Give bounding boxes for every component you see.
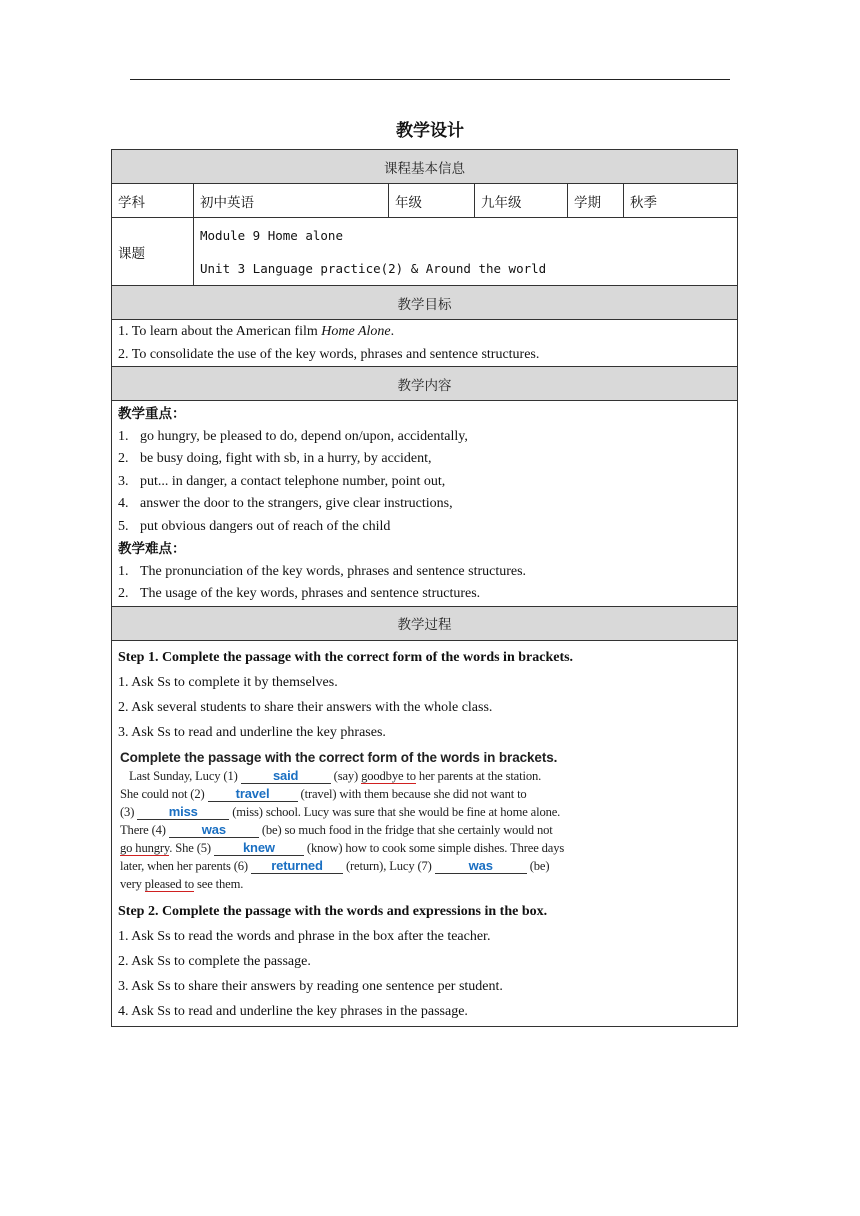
process-header: 教学过程 bbox=[112, 606, 738, 640]
step2-item: 4. Ask Ss to read and underline the key phrases in the passage. bbox=[118, 1003, 468, 1019]
answer-blank: returned bbox=[251, 859, 343, 874]
exercise-line: She could not (2) travel (travel) with them because she did not want to bbox=[120, 785, 527, 801]
basic-info-header: 课程基本信息 bbox=[112, 150, 738, 184]
content-cell bbox=[112, 401, 738, 607]
answer-blank: miss bbox=[137, 805, 229, 820]
topic-value bbox=[194, 218, 738, 286]
term-label: 学期 bbox=[568, 184, 624, 218]
exercise-line: very pleased to see them. bbox=[120, 876, 244, 891]
step2-item: 3. Ask Ss to share their answers by reading one sentence per student. bbox=[118, 978, 503, 994]
term-value: 秋季 bbox=[624, 184, 738, 218]
goal-2: 2. To consolidate the use of the key words, phrases and sentence structures. bbox=[118, 346, 540, 362]
exercise-image bbox=[120, 749, 594, 895]
difficulty-item: 2. The usage of the key words, phrases and sentence structures. bbox=[118, 586, 481, 601]
goals-header: 教学目标 bbox=[112, 286, 738, 320]
answer-blank: was bbox=[435, 859, 527, 874]
film-title: Home Alone bbox=[321, 324, 391, 339]
step2-item: 2. Ask Ss to complete the passage. bbox=[118, 953, 311, 969]
step1-item: 1. Ask Ss to complete it by themselves. bbox=[118, 674, 338, 690]
header-rule bbox=[130, 79, 730, 80]
answer-blank: knew bbox=[214, 841, 304, 856]
goals-cell bbox=[112, 320, 738, 367]
step1-title: Step 1. Complete the passage with the correct form of the words in brackets. bbox=[118, 649, 574, 665]
difficulties-label: 教学难点： bbox=[118, 541, 186, 557]
topic-line-1: Module 9 Home alone bbox=[200, 227, 343, 243]
difficulty-item: 1. The pronunciation of the key words, phrases and sentence structures. bbox=[118, 563, 527, 579]
step2-item: 1. Ask Ss to read the words and phrase in the box after the teacher. bbox=[118, 928, 491, 944]
exercise-line: (3) miss (miss) school. Lucy was sure that she would be fine at home alone. bbox=[120, 803, 561, 819]
exercise-line: There (4) was (be) so much food in the fridge that she certainly would not bbox=[120, 821, 553, 837]
step1-item: 3. Ask Ss to read and underline the key phrases. bbox=[118, 724, 386, 740]
content-header: 教学内容 bbox=[112, 367, 738, 401]
exercise-line: later, when her parents (6) returned (return), Lucy (7) was (be) bbox=[120, 857, 550, 873]
topic-label: 课题 bbox=[112, 218, 194, 286]
goal-1: 1. To learn about the American film Home Alone. bbox=[118, 324, 395, 339]
answer-blank: said bbox=[241, 769, 331, 784]
answer-blank: was bbox=[169, 823, 259, 838]
step1-item: 2. Ask several students to share their answers with the whole class. bbox=[118, 699, 493, 715]
exercise-heading: Complete the passage with the correct form of the words in brackets. bbox=[120, 749, 558, 765]
lesson-plan-table bbox=[111, 149, 738, 1027]
key-points-label: 教学重点： bbox=[118, 406, 186, 422]
key-point-item: 5. put obvious dangers out of reach of the child bbox=[118, 518, 391, 534]
exercise-line: Last Sunday, Lucy (1) said (say) goodbye to her parents at the station. bbox=[129, 767, 542, 783]
answer-blank: travel bbox=[208, 787, 298, 802]
grade-value: 九年级 bbox=[475, 184, 568, 218]
subject-label: 学科 bbox=[112, 184, 194, 218]
exercise-line: go hungry. She (5) knew (know) how to cook some simple dishes. Three days bbox=[120, 839, 565, 855]
document-title: 教学设计 bbox=[396, 121, 464, 141]
step2-title: Step 2. Complete the passage with the words and expressions in the box. bbox=[118, 903, 548, 919]
process-cell bbox=[112, 640, 738, 1026]
key-point-item: 3. put... in danger, a contact telephone number, point out, bbox=[118, 473, 446, 489]
topic-line-2: Unit 3 Language practice(2) & Around the world bbox=[200, 260, 547, 276]
subject-value: 初中英语 bbox=[194, 184, 389, 218]
key-point-item: 2. be busy doing, fight with sb, in a hurry, by accident, bbox=[118, 451, 432, 466]
key-point-item: 1. go hungry, be pleased to do, depend on/upon, accidentally, bbox=[118, 428, 468, 444]
grade-label: 年级 bbox=[389, 184, 475, 218]
key-point-item: 4. answer the door to the strangers, give clear instructions, bbox=[118, 496, 453, 511]
